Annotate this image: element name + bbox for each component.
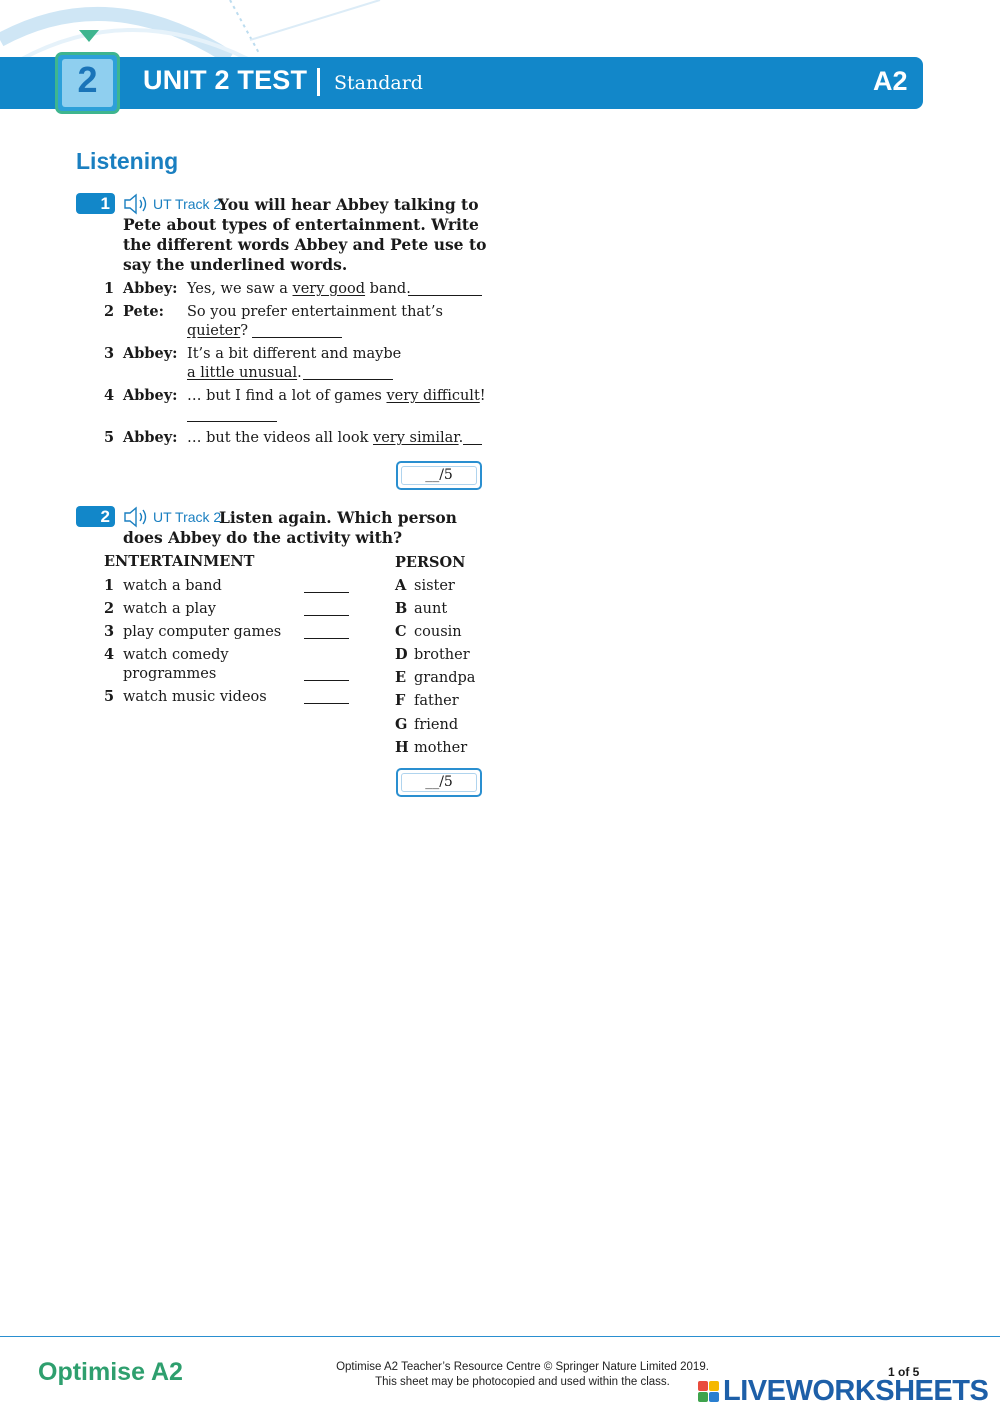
page-subtitle: Standard: [334, 72, 423, 94]
person-name: friend: [414, 717, 459, 733]
activity-number: 4: [104, 646, 115, 663]
item-text: a little unusual.: [187, 365, 302, 381]
footer-brand: Optimise A2: [38, 1358, 183, 1386]
person-name: mother: [414, 740, 468, 756]
liveworksheets-logo[interactable]: LIVEWORKSHEETS: [723, 1375, 989, 1407]
answer-blank[interactable]: [304, 680, 349, 681]
activity-text: watch comedy: [123, 647, 229, 663]
activity-number: 1: [104, 577, 115, 594]
item-text: quieter?: [187, 323, 248, 339]
item-text: … but the videos all look very similar.: [187, 430, 464, 446]
answer-blank[interactable]: [304, 703, 349, 704]
item-speaker: Abbey:: [123, 280, 178, 297]
person-letter: E: [395, 669, 407, 686]
header-banner: [0, 57, 923, 109]
answer-blank[interactable]: [303, 379, 393, 380]
activity-text: play computer games: [123, 624, 282, 640]
activity-text: watch music videos: [123, 689, 267, 705]
unit-number-box: [55, 52, 120, 114]
speaker-icon[interactable]: [123, 506, 151, 528]
answer-blank[interactable]: [187, 421, 277, 422]
item-text: Yes, we saw a very good band.: [187, 281, 411, 297]
item-number: 4: [104, 387, 115, 404]
item-speaker: Abbey:: [123, 387, 178, 404]
person-letter: A: [395, 577, 407, 594]
exercise-2-instruction-line: Listen again. Which person: [219, 508, 457, 527]
exercise-2-badge: 2: [76, 506, 115, 527]
activity-number: 2: [104, 600, 115, 617]
answer-blank[interactable]: [304, 592, 349, 593]
exercise-1-instruction-line: You will hear Abbey talking to: [218, 195, 479, 214]
person-letter: D: [395, 646, 408, 663]
item-number: 1: [104, 280, 115, 297]
column-heading-person: PERSON: [395, 554, 466, 571]
title-separator: [317, 68, 320, 96]
logo-square: [709, 1381, 719, 1391]
person-letter: B: [395, 600, 408, 617]
item-speaker: Pete:: [123, 303, 165, 320]
section-title: Listening: [76, 148, 179, 174]
exercise-1-badge: 1: [76, 193, 115, 214]
activity-text: programmes: [123, 666, 217, 682]
answer-blank[interactable]: [408, 295, 482, 296]
header-decoration: [0, 0, 400, 60]
speaker-icon[interactable]: [123, 193, 151, 215]
footer-copyright: Optimise A2 Teacher’s Resource Centre © Springer Nature Limited 2019. This sheet may be photocopied and used within the class.: [336, 1361, 709, 1388]
activity-text: watch a band: [123, 578, 222, 594]
item-text: … but I find a lot of games very difficult!: [187, 388, 486, 404]
person-letter: F: [395, 692, 406, 709]
person-name: father: [414, 693, 459, 709]
item-number: 5: [104, 429, 115, 446]
answer-blank[interactable]: [304, 615, 349, 616]
exercise-2-instruction-line: does Abbey do the activity with?: [123, 528, 403, 547]
logo-square: [698, 1381, 708, 1391]
answer-blank[interactable]: [463, 444, 482, 445]
page-title: UNIT 2 TEST: [143, 65, 308, 95]
item-number: 2: [104, 303, 115, 320]
person-name: aunt: [414, 601, 448, 617]
person-name: brother: [414, 647, 470, 663]
answer-blank[interactable]: [304, 638, 349, 639]
item-speaker: Abbey:: [123, 429, 178, 446]
score-box[interactable]: __/5: [396, 768, 482, 797]
item-number: 3: [104, 345, 115, 362]
logo-square: [698, 1392, 708, 1402]
person-letter: G: [395, 716, 408, 733]
activity-number: 5: [104, 688, 115, 705]
person-letter: H: [395, 739, 409, 756]
item-text: So you prefer entertainment that’s: [187, 304, 443, 320]
activity-number: 3: [104, 623, 115, 640]
unit-number: 2: [77, 59, 98, 100]
item-text: It’s a bit different and maybe: [187, 346, 402, 362]
person-name: cousin: [414, 624, 462, 640]
track-label: UT Track 2: [153, 196, 222, 212]
column-heading-entertainment: ENTERTAINMENT: [104, 553, 255, 570]
exercise-1-instruction-line: say the underlined words.: [123, 255, 348, 274]
activity-text: watch a play: [123, 601, 216, 617]
track-label: UT Track 2: [153, 509, 222, 525]
answer-blank[interactable]: [252, 337, 342, 338]
item-speaker: Abbey:: [123, 345, 178, 362]
exercise-1-instruction-line: Pete about types of entertainment. Write: [123, 215, 479, 234]
person-name: sister: [414, 578, 455, 594]
unit-marker-triangle: [79, 30, 99, 42]
page-number: 1 of 5: [888, 1365, 920, 1379]
exercise-1-instruction-line: the different words Abbey and Pete use to: [123, 235, 487, 254]
logo-square: [709, 1392, 719, 1402]
score-box[interactable]: __/5: [396, 461, 482, 490]
person-letter: C: [395, 623, 407, 640]
level-badge: A2: [873, 66, 908, 96]
person-name: grandpa: [414, 670, 476, 686]
footer-divider: [0, 1336, 1000, 1337]
